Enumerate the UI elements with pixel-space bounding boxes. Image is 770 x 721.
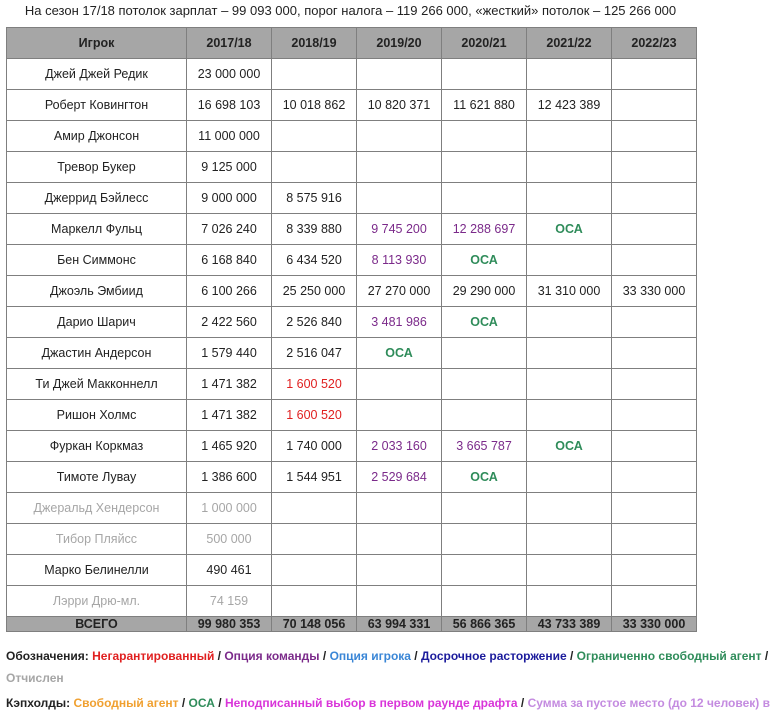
table-row: [7, 493, 697, 524]
table-row: [7, 152, 697, 183]
salary-cell: [442, 152, 527, 183]
header-season: 2018/19: [272, 28, 357, 59]
salary-cell: [527, 338, 612, 369]
player-name: Джеральд Хендерсон: [7, 493, 187, 524]
table-row: [7, 369, 697, 400]
totals-cell: 63 994 331: [357, 617, 442, 632]
legend-unguaranteed: Негарантированный: [92, 649, 215, 663]
table-header: [7, 28, 697, 59]
salary-table: [6, 27, 697, 632]
salary-cell: 9 125 000: [187, 152, 272, 183]
header-season: 2017/18: [187, 28, 272, 59]
salary-cell: 7 026 240: [187, 214, 272, 245]
totals-row: [7, 617, 697, 632]
salary-cell: 9 000 000: [187, 183, 272, 214]
legend-line-1: [6, 649, 768, 663]
salary-cell: 11 621 880: [442, 90, 527, 121]
salary-cell: 25 250 000: [272, 276, 357, 307]
salary-cell: ОСА: [442, 307, 527, 338]
salary-cell: [357, 369, 442, 400]
player-name: Бен Симмонс: [7, 245, 187, 276]
salary-cell: [527, 121, 612, 152]
salary-cell: ОСА: [442, 462, 527, 493]
salary-cell: 8 339 880: [272, 214, 357, 245]
salary-cell: 9 745 200: [357, 214, 442, 245]
salary-cell: 2 529 684: [357, 462, 442, 493]
salary-cell: [527, 555, 612, 586]
salary-cell: [442, 400, 527, 431]
header-season: 2019/20: [357, 28, 442, 59]
legend-restricted-fa: Ограниченно свободный агент: [576, 649, 762, 663]
player-name: Дарио Шарич: [7, 307, 187, 338]
salary-cell: 1 386 600: [187, 462, 272, 493]
salary-cell: [357, 121, 442, 152]
legend-roster-charge: Сумма за пустое место (до 12 человек) в: [527, 696, 770, 710]
salary-cell: [527, 59, 612, 90]
salary-cell: 11 000 000: [187, 121, 272, 152]
table-row: [7, 524, 697, 555]
salary-cell: [612, 431, 697, 462]
salary-cell: [272, 524, 357, 555]
legend-separator: /: [566, 649, 577, 663]
salary-cell: [357, 524, 442, 555]
salary-cell: [527, 152, 612, 183]
salary-cell: [442, 121, 527, 152]
salary-cell: 1 544 951: [272, 462, 357, 493]
salary-cell: [612, 338, 697, 369]
player-name: Амир Джонсон: [7, 121, 187, 152]
player-name: Ришон Холмс: [7, 400, 187, 431]
salary-cell: [442, 59, 527, 90]
salary-cell: 6 100 266: [187, 276, 272, 307]
salary-cell: [612, 586, 697, 617]
player-name: Тибор Пляйсс: [7, 524, 187, 555]
table-footer: [7, 617, 697, 632]
salary-cell: 8 575 916: [272, 183, 357, 214]
salary-cell: 1 471 382: [187, 369, 272, 400]
legend-separator: /: [517, 696, 528, 710]
salary-cell: [527, 493, 612, 524]
player-name: Джоэль Эмбиид: [7, 276, 187, 307]
salary-cell: [357, 400, 442, 431]
salary-cell: 6 168 840: [187, 245, 272, 276]
totals-cell: 43 733 389: [527, 617, 612, 632]
salary-cell: 29 290 000: [442, 276, 527, 307]
salary-cell: [612, 369, 697, 400]
salary-cell: 16 698 103: [187, 90, 272, 121]
salary-cell: 6 434 520: [272, 245, 357, 276]
salary-cell: 3 665 787: [442, 431, 527, 462]
legend-free-agent: Свободный агент: [73, 696, 179, 710]
salary-caption: На сезон 17/18 потолок зарплат – 99 093 000, порог налога – 119 266 000, «жесткий» потолок – 125 266 000: [24, 3, 677, 18]
salary-cell: 10 018 862: [272, 90, 357, 121]
table-row: [7, 276, 697, 307]
table-row: [7, 462, 697, 493]
legend-separator: /: [761, 649, 769, 663]
salary-cell: [612, 59, 697, 90]
salary-cell: 31 310 000: [527, 276, 612, 307]
salary-cell: [612, 245, 697, 276]
salary-cell: 1 600 520: [272, 369, 357, 400]
salary-cell: [612, 152, 697, 183]
salary-cell: 33 330 000: [612, 276, 697, 307]
salary-cell: [357, 59, 442, 90]
legend-qo: ОСА: [188, 696, 215, 710]
totals-label: ВСЕГО: [7, 617, 187, 632]
table-row: [7, 183, 697, 214]
salary-cell: [357, 586, 442, 617]
table-row: [7, 307, 697, 338]
table-row: [7, 431, 697, 462]
table-row: [7, 59, 697, 90]
table-row: [7, 338, 697, 369]
salary-cell: 1 740 000: [272, 431, 357, 462]
salary-cell: [612, 462, 697, 493]
salary-cell: [612, 493, 697, 524]
salary-cell: [612, 555, 697, 586]
legend-separator: /: [214, 696, 225, 710]
salary-cell: [612, 307, 697, 338]
header-row: [7, 28, 697, 59]
salary-cell: [357, 555, 442, 586]
player-name: Тревор Букер: [7, 152, 187, 183]
salary-cell: 1 600 520: [272, 400, 357, 431]
legend-line-3: [6, 696, 770, 710]
salary-cell: 1 579 440: [187, 338, 272, 369]
header-season: 2022/23: [612, 28, 697, 59]
header-season: 2020/21: [442, 28, 527, 59]
salary-cell: 3 481 986: [357, 307, 442, 338]
salary-cell: [442, 555, 527, 586]
salary-cell: [442, 369, 527, 400]
salary-cell: [272, 152, 357, 183]
salary-cell: [357, 183, 442, 214]
table-body: [7, 59, 697, 617]
legend-early-termination: Досрочное расторжение: [420, 649, 567, 663]
salary-cell: 12 288 697: [442, 214, 527, 245]
salary-cell: 2 516 047: [272, 338, 357, 369]
player-name: Джей Джей Редик: [7, 59, 187, 90]
salary-cell: 2 033 160: [357, 431, 442, 462]
salary-cell: 8 113 930: [357, 245, 442, 276]
salary-cell: 500 000: [187, 524, 272, 555]
salary-cell: [272, 59, 357, 90]
salary-cell: 2 422 560: [187, 307, 272, 338]
salary-cell: ОСА: [527, 214, 612, 245]
salary-cell: [527, 524, 612, 555]
header-player: Игрок: [7, 28, 187, 59]
salary-cell: [612, 400, 697, 431]
salary-cell: [357, 152, 442, 183]
salary-cell: 27 270 000: [357, 276, 442, 307]
salary-cell: [272, 493, 357, 524]
salary-cell: [442, 524, 527, 555]
table-row: [7, 90, 697, 121]
salary-cell: ОСА: [357, 338, 442, 369]
player-name: Фуркан Коркмаз: [7, 431, 187, 462]
salary-cell: [527, 462, 612, 493]
legend-separator: /: [178, 696, 189, 710]
salary-cell: [442, 338, 527, 369]
legend-line-2: [6, 671, 64, 685]
legend-separator: /: [410, 649, 421, 663]
table-row: [7, 214, 697, 245]
table-row: [7, 245, 697, 276]
totals-cell: 56 866 365: [442, 617, 527, 632]
salary-cell: 1 471 382: [187, 400, 272, 431]
player-name: Маркелл Фульц: [7, 214, 187, 245]
table-row: [7, 555, 697, 586]
legend-separator: /: [214, 649, 225, 663]
salary-cell: [527, 307, 612, 338]
salary-cell: 10 820 371: [357, 90, 442, 121]
player-name: Ти Джей Макконнелл: [7, 369, 187, 400]
salary-cell: 1 000 000: [187, 493, 272, 524]
salary-cell: ОСА: [442, 245, 527, 276]
player-name: Роберт Ковингтон: [7, 90, 187, 121]
legend-title: Обозначения:: [6, 649, 89, 663]
salary-cell: 74 159: [187, 586, 272, 617]
salary-cell: [527, 400, 612, 431]
header-season: 2021/22: [527, 28, 612, 59]
salary-cell: [612, 90, 697, 121]
legend-player-option: Опция игрока: [329, 649, 411, 663]
legend-separator: /: [319, 649, 330, 663]
totals-cell: 99 980 353: [187, 617, 272, 632]
salary-cell: [527, 586, 612, 617]
salary-cell: [272, 586, 357, 617]
salary-cell: [612, 183, 697, 214]
legend-waived: Отчислен: [6, 671, 64, 685]
player-name: Тимоте Лувау: [7, 462, 187, 493]
salary-cell: [612, 524, 697, 555]
salary-cell: 23 000 000: [187, 59, 272, 90]
salary-cell: [442, 183, 527, 214]
salary-cell: ОСА: [527, 431, 612, 462]
totals-cell: 70 148 056: [272, 617, 357, 632]
salary-cell: [272, 555, 357, 586]
salary-cell: [612, 214, 697, 245]
legend-unsigned-pick: Неподписанный выбор в первом раунде драфта: [224, 696, 518, 710]
salary-cell: 1 465 920: [187, 431, 272, 462]
salary-cell: 12 423 389: [527, 90, 612, 121]
table-row: [7, 586, 697, 617]
salary-cell: [442, 493, 527, 524]
salary-cell: [357, 493, 442, 524]
salary-cell: [272, 121, 357, 152]
player-name: Джастин Андерсон: [7, 338, 187, 369]
table-row: [7, 121, 697, 152]
salary-cell: 2 526 840: [272, 307, 357, 338]
player-name: Джеррид Бэйлесс: [7, 183, 187, 214]
legend-team-option: Опция команды: [224, 649, 320, 663]
salary-cell: [442, 586, 527, 617]
table-row: [7, 400, 697, 431]
player-name: Лэрри Дрю-мл.: [7, 586, 187, 617]
legend-caps-title: Кэпхолды:: [6, 696, 71, 710]
totals-cell: 33 330 000: [612, 617, 697, 632]
salary-cell: [527, 245, 612, 276]
salary-cell: 490 461: [187, 555, 272, 586]
player-name: Марко Белинелли: [7, 555, 187, 586]
salary-cell: [527, 183, 612, 214]
salary-cell: [612, 121, 697, 152]
salary-cell: [527, 369, 612, 400]
